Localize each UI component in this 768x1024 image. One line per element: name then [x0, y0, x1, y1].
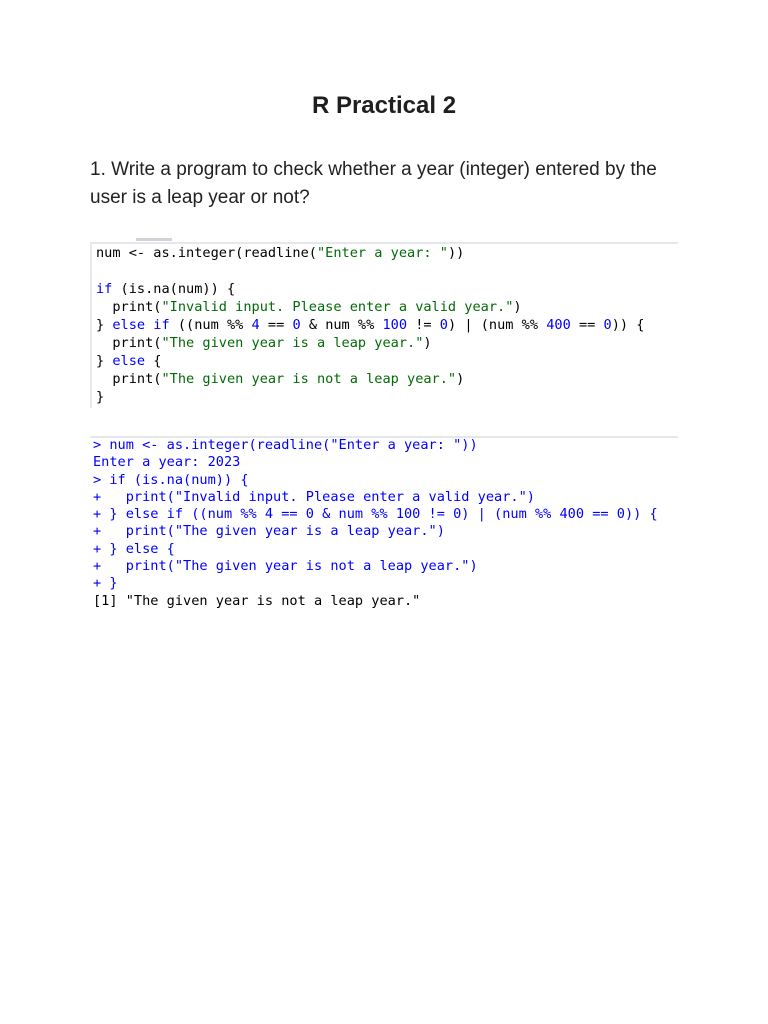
- editor-gutter-border: [90, 244, 92, 408]
- question-text: 1. Write a program to check whether a year (integer) entered by the user is a leap year or not?: [90, 159, 657, 208]
- code-token: }: [96, 389, 105, 405]
- editor-code-line: [96, 334, 644, 352]
- code-token: }: [96, 317, 113, 333]
- console-line: Enter a year: 2023: [93, 454, 241, 471]
- code-token: 0: [603, 317, 612, 333]
- code-token: 4: [251, 317, 260, 333]
- code-token: ) | (num %%: [447, 317, 547, 333]
- code-token: num <- as.integer(readline(: [96, 245, 317, 261]
- code-token: print(: [96, 335, 162, 351]
- code-token: ((num %%: [169, 317, 252, 333]
- code-token: }: [96, 353, 113, 369]
- code-token: ): [513, 299, 522, 315]
- code-token: if: [96, 281, 113, 297]
- code-token: "The given year is a leap year.": [161, 335, 424, 351]
- code-token: print(: [96, 371, 162, 387]
- console-line: + } else if ((num %% 4 == 0 & num %% 100 != 0) | (num %% 400 == 0)) {: [93, 506, 658, 523]
- editor-code-line: [96, 388, 644, 406]
- console-output-screenshot: [90, 432, 678, 612]
- code-token: else: [112, 353, 146, 369]
- code-token: 0: [292, 317, 301, 333]
- console-line: + }: [93, 575, 118, 592]
- editor-code-line: [96, 244, 644, 262]
- code-token: ==: [259, 317, 293, 333]
- console-line: + } else {: [93, 540, 175, 557]
- code-token: print(: [96, 299, 162, 315]
- console-line: [1] "The given year is not a leap year.": [93, 592, 421, 609]
- editor-code-line: [96, 370, 644, 388]
- code-editor-screenshot: [90, 236, 678, 408]
- editor-code-line: [96, 262, 644, 280]
- editor-tab-stub: [136, 238, 172, 241]
- console-line: > num <- as.integer(readline("Enter a year: ")): [93, 437, 478, 453]
- console-line: + print("The given year is not a leap year."): [93, 558, 478, 575]
- code-token: 100: [382, 317, 408, 333]
- code-token: 400: [546, 317, 571, 333]
- editor-code-line: [96, 280, 644, 298]
- code-token: ==: [570, 317, 604, 333]
- code-token: "Enter a year: ": [316, 245, 448, 261]
- console-line: + print("Invalid input. Please enter a valid year."): [93, 488, 535, 505]
- code-token: (is.na(num)) {: [112, 281, 236, 297]
- editor-code-block: [96, 244, 644, 406]
- editor-code-line: [96, 352, 644, 370]
- editor-code-line: [96, 298, 644, 316]
- code-token: "The given year is not a leap year.": [161, 371, 457, 387]
- code-token: {: [145, 353, 162, 369]
- code-token: 0: [439, 317, 448, 333]
- page-title: R Practical 2: [311, 92, 457, 119]
- code-token: ): [456, 371, 465, 387]
- code-token: else if: [112, 317, 170, 333]
- console-line: > if (is.na(num)) {: [93, 471, 249, 488]
- console-code-block: [93, 437, 658, 610]
- code-token: "Invalid input. Please enter a valid year.": [161, 299, 514, 315]
- code-token: ): [423, 335, 432, 351]
- code-token: )): [447, 245, 465, 261]
- code-token: )) {: [611, 317, 645, 333]
- editor-code-line: [96, 316, 644, 334]
- console-line: + print("The given year is a leap year."): [93, 523, 445, 540]
- code-token: !=: [407, 317, 440, 333]
- code-token: & num %%: [300, 317, 383, 333]
